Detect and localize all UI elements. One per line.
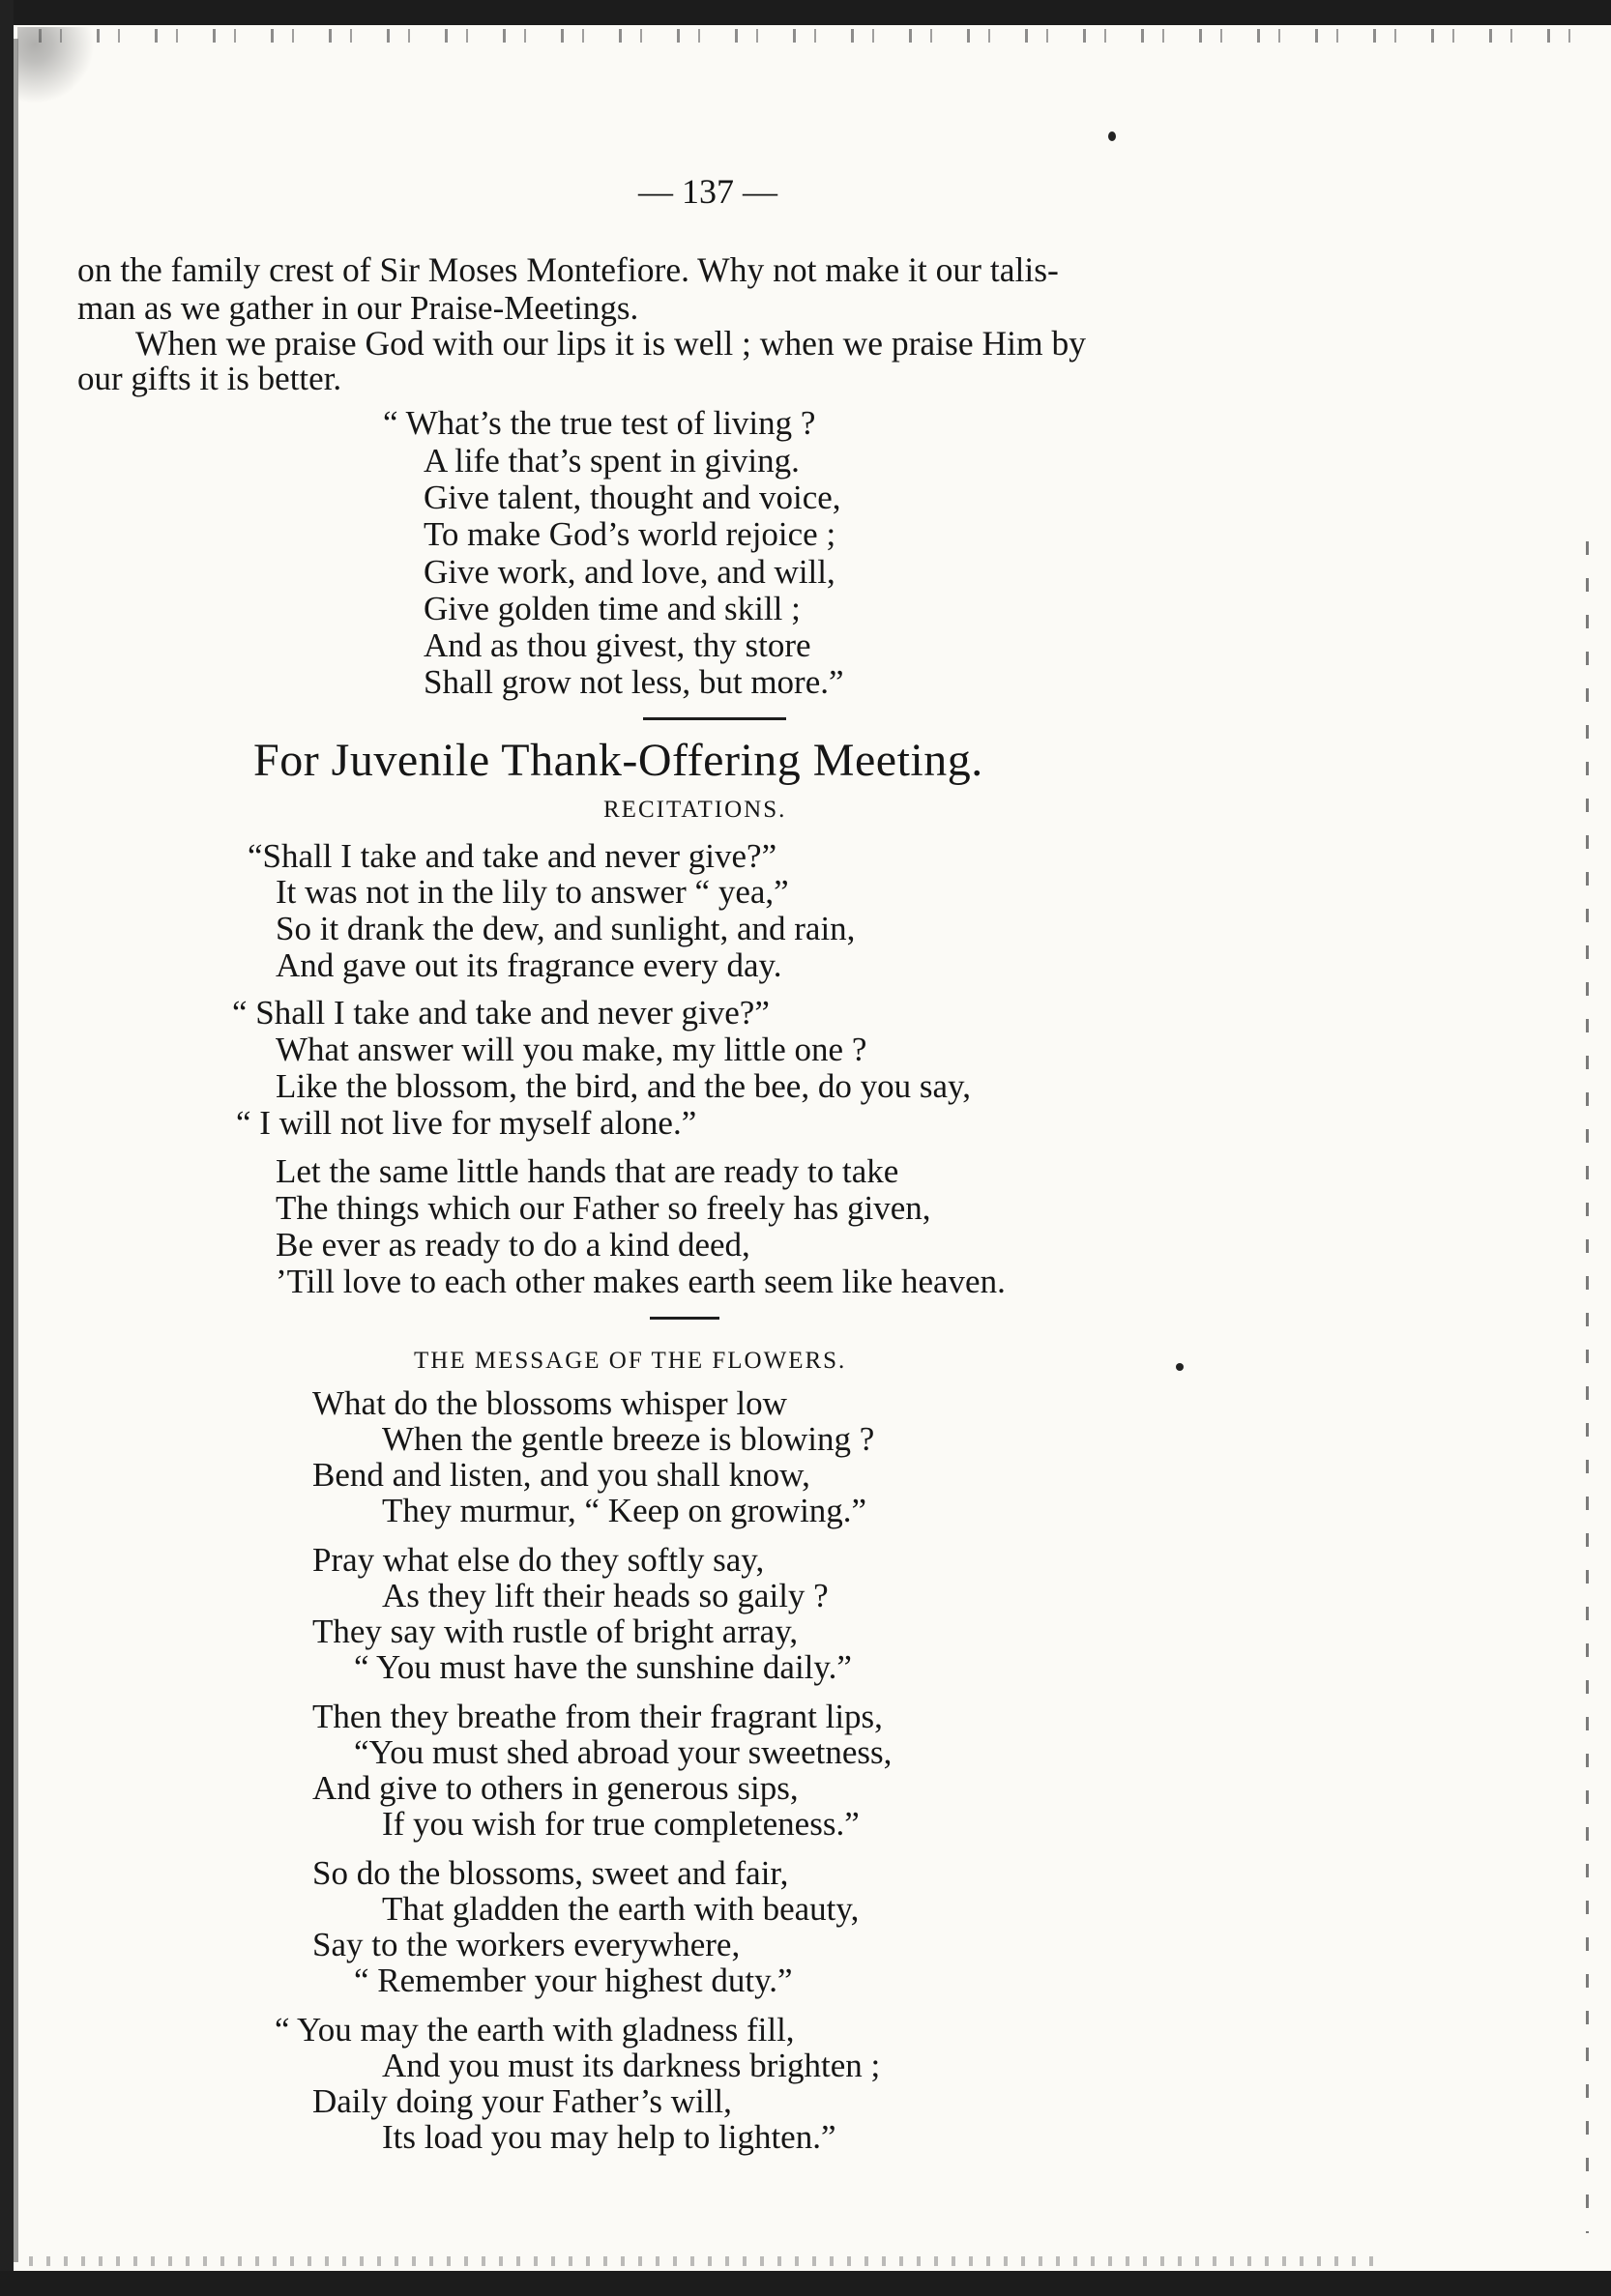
poem-line: “ What’s the true test of living ? xyxy=(383,404,816,442)
recitation-line: “Shall I take and take and never give?” xyxy=(248,837,777,875)
poem-line: Give golden time and skill ; xyxy=(424,590,801,627)
poem-line: “ You may the earth with gladness fill, xyxy=(275,2011,795,2049)
ink-spot xyxy=(1176,1363,1184,1371)
poem-line: Give work, and love, and will, xyxy=(424,553,835,591)
corner-stain xyxy=(17,27,104,114)
section-divider xyxy=(650,1317,719,1320)
intro-line: on the family crest of Sir Moses Montefiore. Why not make it our talis- xyxy=(77,250,1059,289)
poem-line: Give talent, thought and voice, xyxy=(424,479,841,516)
poem-line: So do the blossoms, sweet and fair, xyxy=(312,1854,789,1892)
poem-line: “ You must have the sunshine daily.” xyxy=(354,1648,852,1686)
section-divider xyxy=(643,717,786,720)
poem-line: What do the blossoms whisper low xyxy=(312,1384,787,1422)
poem-line: “You must shed abroad your sweetness, xyxy=(354,1733,893,1771)
poem-line: Shall grow not less, but more.” xyxy=(424,663,844,701)
poem-line: Bend and listen, and you shall know, xyxy=(312,1456,810,1494)
poem-line: Then they breathe from their fragrant lips, xyxy=(312,1698,883,1735)
page-number: — 137 — xyxy=(638,172,777,211)
poem-line: When the gentle breeze is blowing ? xyxy=(382,1420,875,1458)
poem-line: Its load you may help to lighten.” xyxy=(382,2118,836,2156)
recitation-line: Like the blossom, the bird, and the bee, do you say, xyxy=(276,1067,971,1105)
scan-noise-left xyxy=(14,39,18,2262)
recitation-line: What answer will you make, my little one ? xyxy=(276,1031,867,1068)
poem-line: They murmur, “ Keep on growing.” xyxy=(382,1492,867,1529)
ink-spot xyxy=(1108,131,1116,141)
scan-noise-bottom xyxy=(29,2256,1383,2266)
poem-line: “ Remember your highest duty.” xyxy=(354,1962,793,1999)
scan-noise-top xyxy=(39,29,1586,43)
poem-line: And give to others in generous sips, xyxy=(312,1769,799,1807)
recitation-line: ’Till love to each other makes earth seem like heaven. xyxy=(276,1263,1006,1300)
poem-line: And you must its darkness brighten ; xyxy=(382,2047,881,2084)
recitation-line: The things which our Father so freely has given, xyxy=(276,1189,931,1227)
scan-noise-right xyxy=(1586,541,1589,2233)
recitation-line: “ Shall I take and take and never give?” xyxy=(232,994,770,1032)
recitation-line: So it drank the dew, and sunlight, and rain, xyxy=(276,910,856,947)
recitations-label: RECITATIONS. xyxy=(603,797,787,823)
recitation-line: Let the same little hands that are ready to take xyxy=(276,1152,899,1190)
poem-line: And as thou givest, thy store xyxy=(424,626,811,664)
scan-border-bottom xyxy=(0,2271,1611,2296)
poem-line: If you wish for true completeness.” xyxy=(382,1805,860,1843)
recitation-line: And gave out its fragrance every day. xyxy=(276,946,782,984)
poem-line: Say to the workers everywhere, xyxy=(312,1926,741,1963)
recitation-line: Be ever as ready to do a kind deed, xyxy=(276,1226,750,1264)
poem-line: To make God’s world rejoice ; xyxy=(424,515,836,553)
poem-line: A life that’s spent in giving. xyxy=(424,442,800,480)
scan-border-left xyxy=(0,0,14,2296)
poem-line: Pray what else do they softly say, xyxy=(312,1541,765,1579)
recitation-line: It was not in the lily to answer “ yea,” xyxy=(276,873,789,911)
poem-line: Daily doing your Father’s will, xyxy=(312,2082,732,2120)
scan-border-top xyxy=(0,0,1611,25)
poem-line: That gladden the earth with beauty, xyxy=(382,1890,860,1928)
poem-line: As they lift their heads so gaily ? xyxy=(382,1577,829,1614)
section-heading: For Juvenile Thank-Offering Meeting. xyxy=(253,735,983,786)
intro-line: man as we gather in our Praise-Meetings. xyxy=(77,289,639,327)
recitation-line: “ I will not live for myself alone.” xyxy=(236,1104,697,1142)
intro-line: our gifts it is better. xyxy=(77,360,342,397)
intro-line: When we praise God with our lips it is well ; when we praise Him by xyxy=(135,324,1086,363)
poem-line: They say with rustle of bright array, xyxy=(312,1613,799,1650)
poem-title: THE MESSAGE OF THE FLOWERS. xyxy=(414,1348,847,1374)
